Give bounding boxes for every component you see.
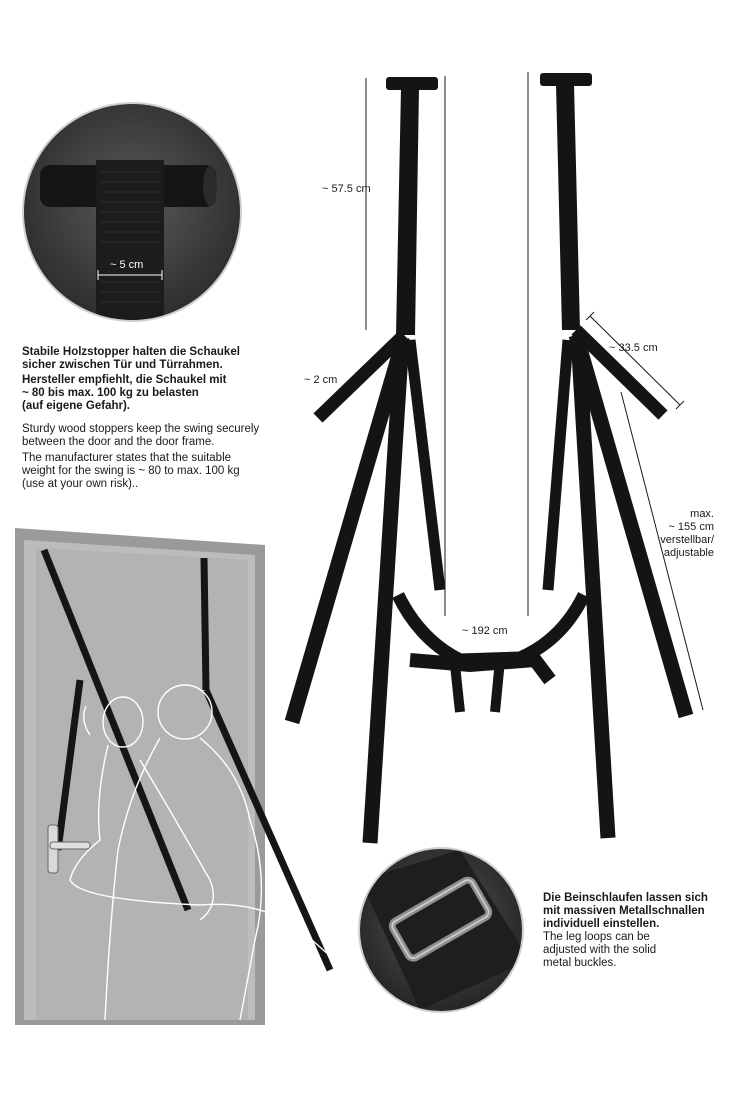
max-length-label: max. ~ 155 cm verstellbar/ adjustable bbox=[660, 508, 714, 559]
strap-width-label: ~ 2 cm bbox=[304, 374, 338, 386]
english-buckles-text: The leg loops can be adjusted with the solid metal buckles. bbox=[543, 931, 657, 969]
german-buckles-text: Die Beinschlaufen lassen sich mit massiven Metallschnallen individuell einstellen. bbox=[543, 892, 708, 930]
english-weight-text: The manufacturer states that the suitable weight for the swing is ~ 80 to max. 100 kg (use at your own risk).. bbox=[22, 452, 240, 490]
german-weight-text: Hersteller empfiehlt, die Schaukel mit ~ 80 bis max. 100 kg zu belasten (auf eigene Gefahr). bbox=[22, 374, 227, 412]
seat-span-label: ~ 192 cm bbox=[462, 625, 508, 637]
strap-length-label: ~ 57.5 cm bbox=[322, 183, 371, 195]
loop-length-label: ~ 33.5 cm bbox=[609, 342, 658, 354]
german-stopper-text: Stabile Holzstopper halten die Schaukel sicher zwischen Tür und Türrahmen. bbox=[22, 346, 240, 371]
stopper-width-label: ~ 5 cm bbox=[110, 259, 144, 271]
english-stopper-text: Sturdy wood stoppers keep the swing securely between the door and the door frame. bbox=[22, 423, 260, 448]
